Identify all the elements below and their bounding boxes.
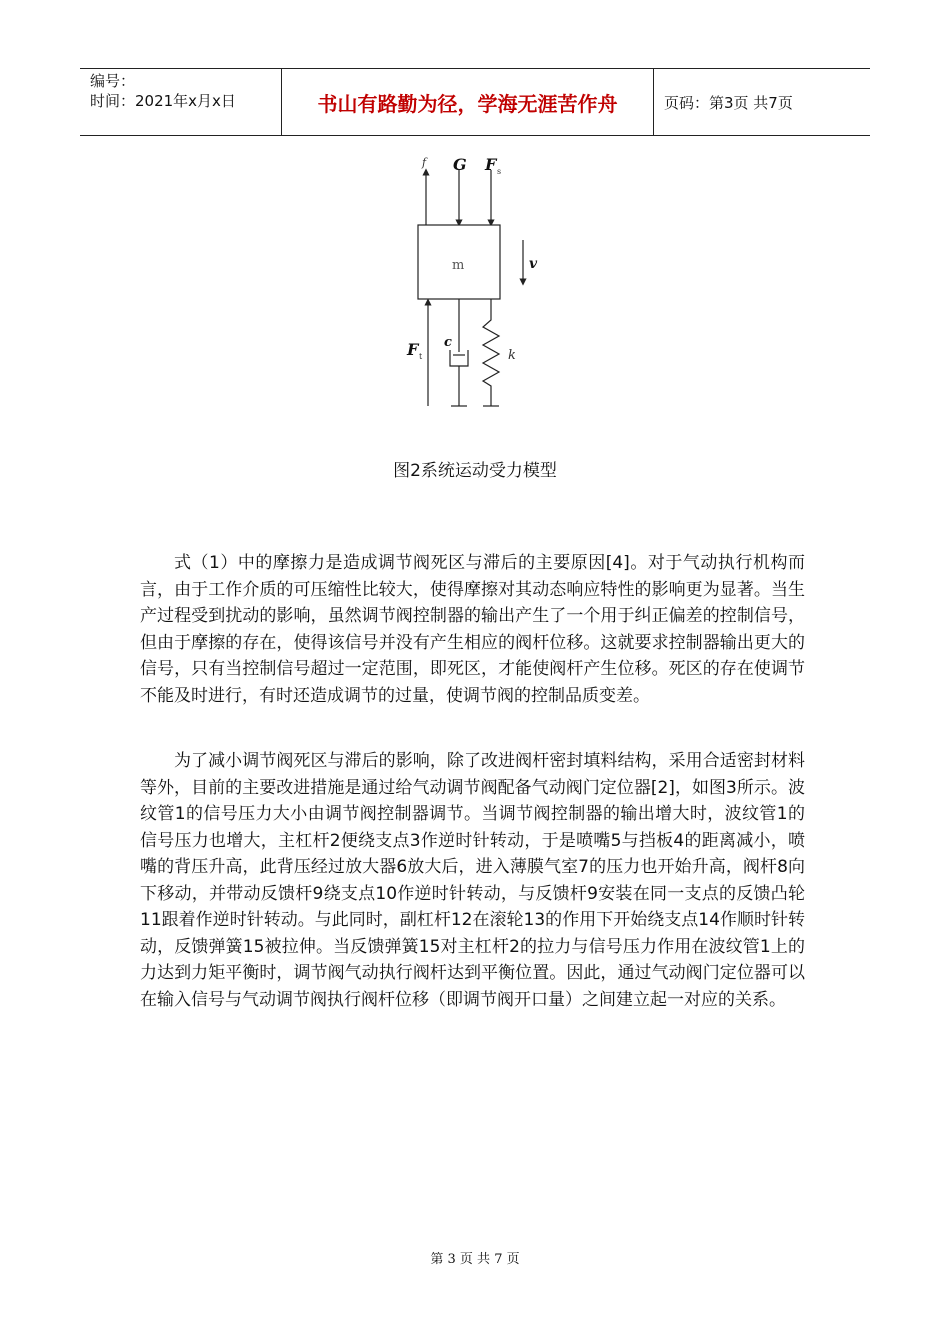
label-Ft: F bbox=[407, 340, 419, 359]
spring bbox=[483, 299, 499, 406]
label-Fs-sub: s bbox=[497, 167, 502, 176]
header-date-label: 时间：2021年x月x日 bbox=[90, 92, 236, 110]
header-number-label: 编号： bbox=[90, 72, 136, 90]
label-c: c bbox=[444, 335, 452, 350]
paragraph-1: 式（1）中的摩擦力是造成调节阀死区与滞后的主要原因[4]。对于气动执行机构而言，由于工作介质的可压缩性比较大，使得摩擦对其动态响应特性的影响更为显著。当生产过程受到扰动的影响，虽然调节阀控制器的输出产生了一个用于纠正偏差的控制信号，但由于摩擦的存在，使得该信号并没有产生相应的阀杆位移。这就要求控制器输出更大的信号，只有当控制信号超过一定范围，即死区，才能使阀杆产生位移。死区的存在使调节不能及时进行，有时还造成调节的过量，使调节阀的控制品质变差。 bbox=[140, 553, 805, 706]
header-meta bbox=[80, 69, 282, 135]
label-Ft-sub: t bbox=[419, 352, 423, 361]
page-footer: 第 3 页 共 7 页 bbox=[430, 1252, 520, 1267]
label-m: m bbox=[452, 258, 465, 273]
damper bbox=[450, 299, 468, 406]
label-Fs: F bbox=[485, 155, 497, 174]
page-header bbox=[80, 68, 870, 136]
header-motto: 书山有路勤为径，学海无涯苦作舟 bbox=[282, 69, 654, 135]
force-model-diagram bbox=[395, 150, 555, 415]
label-k: k bbox=[508, 348, 516, 363]
paragraph-2: 为了减小调节阀死区与滞后的影响，除了改进阀杆密封填料结构，采用合适密封材料等外，目前的主要改进措施是通过给气动调节阀配备气动阀门定位器[2]，如图3所示。波纹管1的信号压力大小由调节阀控制器调节。当调节阀控制器的输出增大时，波纹管1的信号压力也增大，主杠杆2便绕支点3作逆时针转动，于是喷嘴5与挡板4的距离减小，喷嘴的背压升高，此背压经过放大器6放大后，进入薄膜气室7的压力也开始升高，阀杆8向下移动，并带动反馈杆9绕支点10作逆时针转动，与反馈杆9安装在同一支点的反馈凸轮11跟着作逆时针转动。与此同时，副杠杆12在滚轮13的作用下开始绕支点14作顺时针转动，反馈弹簧15被拉伸。当反馈弹簧15对主杠杆2的拉力与信号压力作用在波纹管1上的力达到力矩平衡时，调节阀气动执行阀杆达到平衡位置。因此，通过气动阀门定位器可以在输入信号与气动调节阀执行阀杆位移（即调节阀开口量）之间建立起一对应的关系。 bbox=[140, 751, 805, 1010]
header-page-info: 页码：第3页 共7页 bbox=[664, 93, 793, 112]
label-G: G bbox=[453, 155, 467, 174]
label-f: f bbox=[422, 156, 427, 169]
figure-caption: 图2系统运动受力模型 bbox=[393, 461, 557, 481]
label-v: v bbox=[529, 256, 538, 272]
